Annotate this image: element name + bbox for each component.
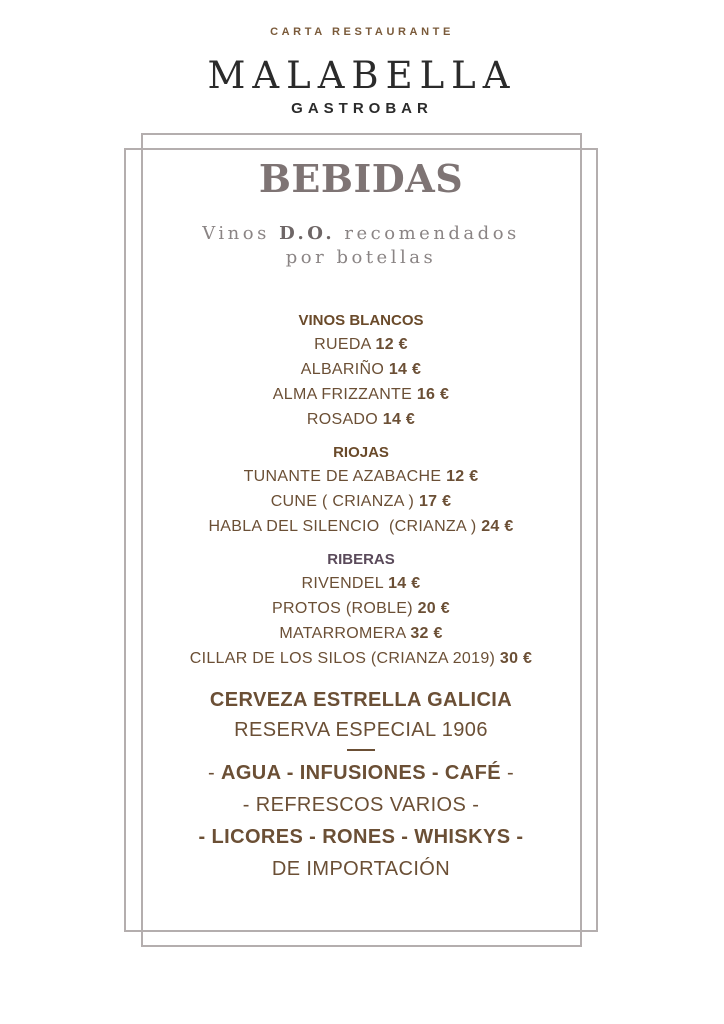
wines-heading-post: recomendados — [335, 223, 520, 244]
wines-heading-do: D.O. — [279, 223, 336, 244]
section-title-vinos-blancos: VINOS BLANCOS — [298, 312, 424, 329]
item-price: 20 € — [417, 600, 450, 617]
item-price: 14 € — [382, 411, 416, 428]
item-name: MATARROMERA — [279, 625, 406, 642]
section-title-riberas: RIBERAS — [327, 551, 395, 568]
item-price: 16 € — [416, 386, 450, 403]
item-name: RIVENDEL — [301, 575, 389, 592]
item-name: ROSADO — [306, 411, 379, 428]
item-price: 12 € — [375, 336, 408, 353]
section-title-riojas: RIOJAS — [333, 444, 389, 461]
divider — [347, 749, 375, 751]
drinks-line-1-text: AGUA - INFUSIONES - CAFÉ — [221, 762, 501, 784]
menu-item — [124, 382, 598, 407]
item-price: 17 € — [418, 493, 452, 510]
drinks-line-2: - REFRESCOS VARIOS - — [242, 794, 480, 816]
wines-heading — [124, 222, 598, 270]
menu-item — [124, 332, 598, 357]
item-name: ALBARIÑO — [300, 361, 385, 378]
menu-subtitle: CARTA RESTAURANTE — [270, 26, 454, 38]
menu-item — [124, 571, 598, 596]
page-title: BEBIDAS — [258, 156, 464, 201]
drinks-line-1 — [124, 757, 598, 789]
drinks-line-4: DE IMPORTACIÓN — [271, 858, 451, 880]
menu-item — [124, 621, 598, 646]
drinks-line-3: - LICORES - RONES - WHISKYS - — [198, 826, 524, 848]
dash-right: - — [500, 762, 515, 784]
item-name: CILLAR DE LOS SILOS (CRIANZA 2019) — [189, 650, 496, 667]
menu-item — [124, 489, 598, 514]
item-price: 14 € — [388, 575, 421, 592]
wines-heading-line2: por botellas — [285, 247, 437, 268]
item-price: 12 € — [446, 468, 479, 485]
menu-item — [124, 407, 598, 432]
item-name: RUEDA — [314, 336, 371, 353]
item-name: PROTOS (ROBLE) — [272, 600, 413, 617]
menu-item — [124, 646, 598, 671]
menu-item — [124, 514, 598, 539]
item-price: 14 € — [388, 361, 422, 378]
menu-item — [124, 357, 598, 382]
item-price: 30 € — [499, 650, 533, 667]
item-name: HABLA DEL SILENCIO (CRIANZA ) — [208, 518, 477, 535]
item-name: CUNE ( CRIANZA ) — [270, 493, 415, 510]
menu-item — [124, 596, 598, 621]
beer-title: CERVEZA ESTRELLA GALICIA — [209, 689, 513, 711]
menu-item — [124, 464, 598, 489]
wines-heading-pre: Vinos — [202, 223, 280, 244]
menu-sections — [124, 310, 598, 885]
item-name: ALMA FRIZZANTE — [272, 386, 413, 403]
item-price: 24 € — [481, 518, 514, 535]
brand-name: MALABELLA — [207, 54, 517, 97]
brand-subtitle: GASTROBAR — [291, 100, 433, 117]
item-price: 32 € — [410, 625, 443, 642]
beer-subtitle: RESERVA ESPECIAL 1906 — [234, 719, 488, 741]
item-name: TUNANTE DE AZABACHE — [243, 468, 442, 485]
dash-left: - — [207, 762, 221, 784]
